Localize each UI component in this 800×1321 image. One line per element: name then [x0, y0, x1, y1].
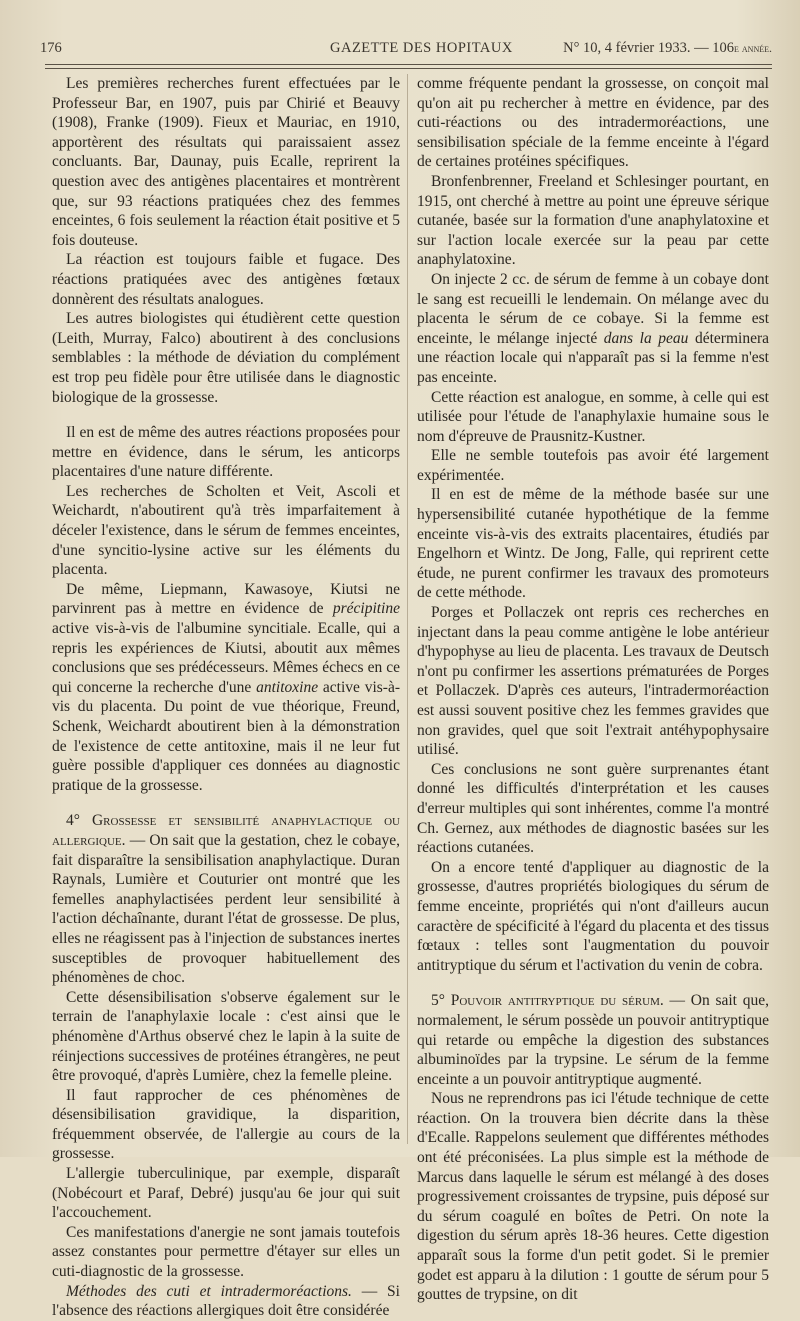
- paragraph: Les premières recherches furent effectuées par le Professeur Bar, en 1907, puis par Chirié et Beauvy (1908), Franke (1909). Fieux et Mauriac, en 1910, apportèrent des résultats qui paraissaient assez concluants. Bar, Daunay, puis Ecalle, reprirent la question avec des antigènes placentaires et montrèrent que, sur 93 réactions pratiquées chez des femmes enceintes, 6 fois seulement la réaction était positive et 5 fois douteuse.: [52, 75, 400, 249]
- paragraph: Les recherches de Scholten et Veit, Ascoli et Weichardt, n'aboutirent qu'à très imparfaitement à déceler l'existence, dans le sérum de femmes enceintes, d'une syncitio-lysine active sur les éléments du placenta.: [52, 482, 400, 579]
- header-rule-thin: [45, 68, 772, 69]
- paragraph: Elle ne semble toutefois pas avoir été largement expérimentée.: [417, 447, 769, 484]
- section-paragraph: [417, 991, 769, 1089]
- paragraph: Nous ne reprendrons pas ici l'étude technique de cette réaction. On la trouvera bien décrite dans la thèse d'Ecalle. Rappelons seulement que différentes méthodes ont été préconisées. La plus simple est la méthode de Marcus dans laquelle le sérum est mélangé à des doses progressivement croissantes de trypsine, puis déposé sur du sérum coagulé en boîtes de Petri. On note la digestion du sérum après 18-36 heures. Cette digestion apparaît sous la forme d'un petit godet. Si le premier godet est apparu à la dilution : 1 goutte de sérum pour 5 gouttes de trypsine, on dit: [417, 1090, 769, 1304]
- text-run: — On sait que la gestation, chez le cobaye, fait disparaître la sensibilisation anaphylactique. Duran Raynals, Lumière et Couturier ont montré que les femelles anaphylactisées perdent leur sensibilité à l'action déchaînante, durant l'état de grossesse. De plus, elles ne réagissent pas à l'injection de substances inertes susceptibles de provoquer habituellement des phénomènes de choc.: [52, 831, 400, 987]
- paragraph: Il en est de même de la méthode basée sur une hypersensibilité cutanée hypothétique de la femme enceinte vis-à-vis des extraits placentaires, étudiés par Engelhorn et Wintz. De Jong, Falle, qui reprirent cette étude, ne purent confirmer les travaux des promoteurs de cette méthode.: [417, 486, 769, 602]
- issue-info: [563, 40, 772, 57]
- paragraph: Ces conclusions ne sont guère surprenantes étant donné les difficultés d'interprétation et les causes d'erreur multiples qui sont inhérentes, comme l'a montré Ch. Gernez, aux méthodes de diagnostic basées sur les réactions cutanées.: [417, 760, 769, 857]
- italic-heading: Méthodes des cuti et intradermoréactions.: [66, 1282, 352, 1300]
- text-run: — Si l'absence des réactions allergiques doit être considérée: [52, 1282, 400, 1320]
- paragraph: On a encore tenté d'appliquer au diagnostic de la grossesse, d'autres propriétés biologiques du sérum de femme enceinte, propriétés qui n'ont d'ailleurs aucun caractère de spécificité à l'égard du placenta et des tissus fœtaux : telles sont l'augmentation du pouvoir antitryptique du sérum et l'activation du venin de cobra.: [417, 858, 769, 974]
- text-run: active vis-à-vis de l'albumine syncitiale. Ecalle, qui a repris les expériences de Kiutsi, aboutit aux mêmes conclusions que ses prédécesseurs. Mêmes échecs en ce qui concerne la recherche d'une: [52, 620, 400, 696]
- text-run: déterminera une réaction locale qui n'apparaît pas si la femme n'est pas enceinte.: [417, 329, 770, 386]
- section-paragraph: [52, 1282, 400, 1321]
- italic-term: dans la peau: [603, 329, 689, 347]
- left-column: [52, 74, 400, 1321]
- issue-date: N° 10, 4 février 1933. — 106: [563, 40, 734, 56]
- issue-year-suffix: e année.: [734, 41, 772, 55]
- paragraph: [417, 270, 769, 388]
- header-rule: [45, 64, 772, 65]
- journal-title: GAZETTE DES HOPITAUX: [330, 40, 513, 56]
- text-run: On injecte 2 cc. de sérum de femme à un cobaye dont le sang est recueilli le lendemain. On mélange avec du placenta le sérum de ce cobaye. Si la femme est enceinte, le mélange injecté: [417, 270, 769, 347]
- text-run: active vis-à-vis du placenta. Du point de vue théorique, Freund, Schenk, Weichardt aboutirent bien à la démonstration de l'existence de cette antitoxine, mais il ne leur fut guère possible d'appliquer ces données au diagnostic pratique de la grossesse.: [52, 678, 400, 794]
- italic-term: antitoxine: [256, 678, 319, 696]
- paragraph: Il en est de même des autres réactions proposées pour mettre en évidence, dans le sérum, les anticorps placentaires d'une nature différente.: [52, 424, 400, 481]
- column-divider: [407, 74, 408, 1144]
- paragraph: Cette désensibilisation s'observe également sur le terrain de l'anaphylaxie locale : c'est ainsi que le phénomène d'Arthus observé chez le lapin à la suite de réinjections successives de protéines étrangères, ne peut être provoqué, d'après Lumière, chez la femelle pleine.: [52, 988, 400, 1085]
- text-run: De même, Liepmann, Kawasoye, Kiutsi ne parvinrent pas à mettre en évidence de: [52, 580, 400, 618]
- text-run: — On sait que, normalement, le sérum possède un pouvoir antitryptique qui retarde ou empêche la digestion des substances albuminoïdes par la trypsine. Le sérum de la femme enceinte a un pouvoir antitryptique augmenté.: [417, 992, 769, 1088]
- paragraph: Il faut rapprocher de ces phénomènes de désensibilisation gravidique, la disparition, fréquemment observée, de l'allergie au cours de la grossesse.: [52, 1086, 400, 1163]
- paragraph: Porges et Pollaczek ont repris ces recherches en injectant dans la peau comme antigène le lobe antérieur d'hypophyse au lieu de placenta. Les travaux de Deutsch n'ont pu confirmer les assertions prématurées de Porges et Pollaczek. D'après ces auteurs, l'intradermoréaction est aussi souvent positive chez les femmes gravides que non gravides, quel que soit l'extrait antéhypophysaire utilisé.: [417, 604, 769, 759]
- italic-term: précipitine: [332, 600, 400, 618]
- paragraph: [52, 580, 400, 796]
- section-heading: 4° Grossesse et sensibilité anaphylactique ou allergique.: [52, 812, 400, 849]
- paragraph: Bronfenbrenner, Freeland et Schlesinger pourtant, en 1915, ont cherché à mettre au point une épreuve sérique cutanée, basée sur la formation d'une anaphylatoxine et sur l'action locale exercée sur la peau par cette anaphylatoxine.: [417, 172, 769, 269]
- paragraph: Ces manifestations d'anergie ne sont jamais toutefois assez constantes pour permettre d'étayer sur elles un cuti-diagnostic de la grossesse.: [52, 1223, 400, 1281]
- section-paragraph: [52, 811, 400, 987]
- paragraph: La réaction est toujours faible et fugace. Des réactions pratiquées avec des antigènes fœtaux donnèrent des résultats analogues.: [52, 251, 400, 308]
- paragraph: L'allergie tuberculinique, par exemple, disparaît (Nobécourt et Paraf, Debré) jusqu'au 6e jour qui suit l'accouchement.: [52, 1165, 400, 1222]
- page-number: 176: [40, 40, 62, 56]
- right-column: [417, 74, 769, 1305]
- paragraph: Les autres biologistes qui étudièrent cette question (Leith, Murray, Falco) aboutirent à des conclusions semblables : la méthode de déviation du complément est trop peu fidèle pour être utilisée dans le diagnostic biologique de la grossesse.: [52, 310, 400, 406]
- page-header: [40, 40, 772, 64]
- paragraph: Cette réaction est analogue, en somme, à celle qui est utilisée pour l'étude de l'anaphylaxie humaine sous le nom d'épreuve de Prausnitz-Kustner.: [417, 388, 769, 445]
- paragraph: comme fréquente pendant la grossesse, on conçoit mal qu'on ait pu rechercher à mettre en évidence, par des cuti-réactions ou des intradermoréactions, une sensibilisation spéciale de la femme enceinte à l'égard de certaines protéines spécifiques.: [417, 75, 769, 171]
- section-heading: 5° Pouvoir antitryptique du sérum.: [431, 992, 664, 1010]
